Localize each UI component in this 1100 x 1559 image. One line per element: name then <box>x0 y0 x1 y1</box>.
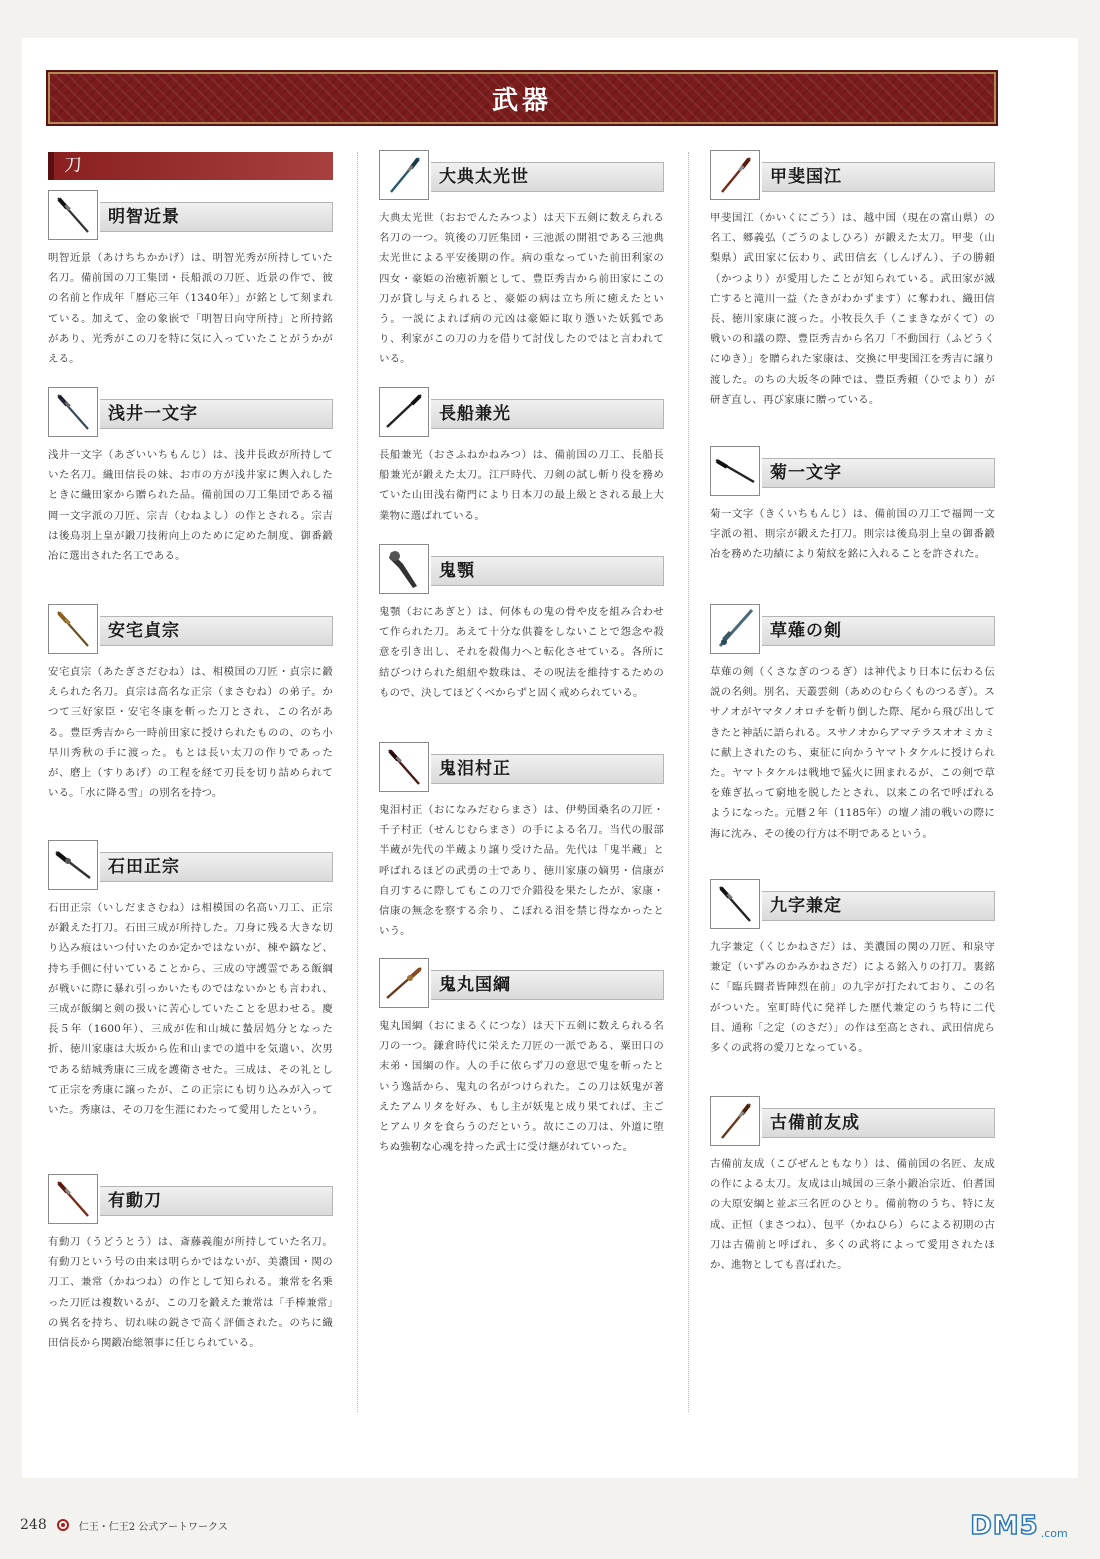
page-footer <box>20 1515 228 1535</box>
weapon-name: 鬼泪村正 <box>431 754 664 784</box>
weapon-entry <box>710 1096 995 1275</box>
weapon-description: 甲斐国江（かいくにごう）は、越中国（現在の富山県）の名工、郷義弘（ごうのよしひろ）が鍛えた太刀。甲斐（山梨県）武田家に伝わり、武田信玄（しんげん）、子の勝頼（かつより）が愛用したことが知られている。武田家が滅亡すると滝川一益（たきがわかずます）に奪われ、織田信長、徳川家康に渡った。小牧長久手（こまきながくて）の戦いの和議の際、豊臣秀吉から名刀「不動国行（ふどうくにゆき）」を贈られた家康は、交換に甲斐国江を秀吉に譲り渡した。のちの大坂冬の陣では、豊臣秀頼（ひでより）が研ぎ直し、再び家康に贈っている。 <box>710 212 995 406</box>
weapon-description: 鬼顎（おにあぎと）は、何体もの鬼の骨や皮を組み合わせて作られた刀。あえて十分な供養をしないことで怨念や殺意を引き出し、それを殺傷力へと転化させている。各所に結びつけられた組紐や数珠は、その呪法を維持するためのもので、決してほどくべからずと固く戒められている。 <box>379 606 664 699</box>
column-divider <box>688 152 689 1412</box>
katana-icon <box>48 190 98 240</box>
weapon-name: 菊一文字 <box>762 458 995 488</box>
katana-icon <box>379 387 429 437</box>
weapon-description: 九字兼定（くじかねさだ）は、美濃国の関の刀匠、和泉守兼定（いずみのかみかねさだ）による銘入りの打刀。裏銘に「臨兵闘者皆陣烈在前」の九字が打たれており、この名がついた。室町時代に発祥した歴代兼定のうち特に二代目、通称「之定（のさだ）」の作は至高とされ、武田信虎ら多くの武将の愛刀となっている。 <box>710 941 995 1055</box>
weapon-entry <box>379 150 664 370</box>
weapon-name: 大典太光世 <box>431 162 664 192</box>
katana-icon <box>710 879 760 929</box>
weapon-entry <box>379 544 664 703</box>
weapon-description: 鬼泪村正（おになみだむらまさ）は、伊勢国桑名の刀匠・千子村正（せんじむらまさ）の手による名刀。当代の服部半蔵が先代の半蔵より譲り受けた品。先代は「鬼半蔵」と呼ばれるほどの武勇の士であり、徳川家康の嫡男・信康が自刃するに際してもこの刀で介錯役を果たしたが、家康・信康の無念を察する余り、こぼれる泪を禁じ得なかったという。 <box>379 804 664 938</box>
watermark-logo <box>954 1508 1084 1544</box>
weapon-name: 安宅貞宗 <box>100 616 333 646</box>
katana-icon <box>48 840 98 890</box>
katana-icon <box>379 742 429 792</box>
category-header: 刀 <box>48 152 333 180</box>
section-title: 武器 <box>491 85 552 116</box>
weapon-entry <box>379 742 664 941</box>
katana-icon <box>710 1096 760 1146</box>
weapon-name: 鬼丸国綱 <box>431 970 664 1000</box>
weapon-entry <box>710 150 995 410</box>
katana-icon <box>48 387 98 437</box>
weapon-name: 明智近景 <box>100 202 333 232</box>
weapon-entry <box>379 387 664 526</box>
weapon-entry <box>710 446 995 565</box>
weapon-name: 草薙の剣 <box>762 616 995 646</box>
katana-icon <box>48 1174 98 1224</box>
weapon-description: 安宅貞宗（あたぎさだむね）は、相模国の刀匠・貞宗に鍛えられた名刀。貞宗は高名な正宗（まさむね）の弟子。かつて三好家臣・安宅冬康を斬った刀とされ、この名がある。豊臣秀吉から一時前田家に授けられたものの、のち小早川秀秋の手に渡った。もとは長い太刀の作りであったが、磨上（すりあげ）の工程を経て刃長を切り詰められている。「水に降る雪」の別名を持つ。 <box>48 666 333 800</box>
katana-icon <box>379 150 429 200</box>
weapon-entry <box>48 387 333 566</box>
katana-icon <box>710 446 760 496</box>
weapon-entry <box>48 190 333 369</box>
weapon-name: 有動刀 <box>100 1186 333 1216</box>
weapon-description: 石田正宗（いしだまさむね）は相模国の名高い刀工、正宗が鍛えた打刀。石田三成が所持した。刀身に残る大きな切り込み痕はいつ付いたのか定かではないが、棟や鎬など、持ち手側に付いていることから、三成の守護霊である飯綱が戦いに際に暴れ引っかいたものではないかとも言われ、三成が飯綱と剣の扱いに苦心していたことを思わせる。慶長５年（1600年）、三成が佐和山城に蟄居処分となった折、徳川家康は大坂から佐和山までの道中を気遣い、次男である結城秀康に三成を護衛させた。三成は、その礼として正宗を秀康に譲ったが、この正宗にも切り込みが入っていた。秀康は、その刀を生涯にわたって愛用したという。 <box>48 902 333 1117</box>
katana-icon <box>710 150 760 200</box>
weapon-description: 鬼丸国綱（おにまるくにつな）は天下五剣に数えられる名刀の一つ。鎌倉時代に栄えた刀匠の一派である、粟田口の末弟・国綱の作。人の手に依らず刀の意思で鬼を斬ったという逸話から、鬼丸の名がつけられた。この刀は妖鬼が著えたアムリタを好み、もし主が妖鬼と成り果てれば、主ごとアムリタを食らうのだという。故にこの刀は、外道に堕ちぬ強靭な心魂を持った武士に受け継がれていった。 <box>379 1020 664 1154</box>
page-number: 248 <box>20 1517 47 1533</box>
weapon-entry <box>379 958 664 1157</box>
weapon-entry <box>710 879 995 1058</box>
weapon-name: 甲斐国江 <box>762 162 995 192</box>
emblem-icon <box>57 1519 69 1531</box>
tsurugi-icon <box>710 604 760 654</box>
weapon-name: 浅井一文字 <box>100 399 333 429</box>
weapon-name: 九字兼定 <box>762 891 995 921</box>
weapon-name: 石田正宗 <box>100 852 333 882</box>
weapon-description: 古備前友成（こびぜんともなり）は、備前国の名匠、友成の作による太刀。友成は山城国の三条小鍛冶宗近、伯耆国の大原安綱と並ぶ三名匠のひとり。備前物のうち、特に友成、正恒（まさつね）、包平（かねひら）らによる初期の古刀は古備前と呼ばれ、多くの武将によって愛用されたほか、進物としても喜ばれた。 <box>710 1158 995 1272</box>
weapon-description: 明智近景（あけちちかかげ）は、明智光秀が所持していた名刀。備前国の刀工集団・長船派の刀匠、近景の作で、彼の名前と作成年「暦応三年（1340年）」が銘として刻まれている。加えて、金の象嵌で「明智日向守所持」と所持銘があり、光秀がこの刀を特に気に入っていたことがうかがえる。 <box>48 252 333 366</box>
weapon-description: 大典太光世（おおでんたみつよ）は天下五剣に数えられる名刀の一つ。筑後の刀匠集団・三池派の開祖である三池典太光世による平安後期の作。病の重なっていた前田利家の四女・豪姫の治癒祈願として、豊臣秀吉から前田家にこの刀が貸し与えられると、豪姫の病は立ち所に癒えたという。一説によれば病の元凶は豪姫に取り憑いた妖狐であり、利家がこの刀の力を借りて討伐したのではと言われている。 <box>379 212 664 366</box>
weapon-name: 鬼顎 <box>431 556 664 586</box>
section-banner <box>48 72 996 124</box>
weapon-description: 有動刀（うどうとう）は、斎藤義龍が所持していた名刀。有動刀という号の由来は明らかではないが、美濃国・関の刀工、兼常（かねつね）の作として知られる。兼常を名乗った刀匠は複数いるが、この刀を鍛えた兼常は「手棒兼常」の異名を持ち、切れ味の鋭さで高く評価された。のちに織田信長から関鍛冶総領事に任じられている。 <box>48 1236 333 1350</box>
weapon-entry <box>48 604 333 803</box>
weapon-name: 古備前友成 <box>762 1108 995 1138</box>
oni-blade-icon <box>379 544 429 594</box>
katana-icon <box>48 604 98 654</box>
weapon-entry <box>48 1174 333 1353</box>
weapon-entry <box>48 840 333 1120</box>
weapon-description: 菊一文字（きくいちもんじ）は、備前国の刀工で福岡一文字派の祖、則宗が鍛えた打刀。則宗は後鳥羽上皇の御番鍛冶を務めた功績により菊紋を銘に入れることを許された。 <box>710 508 995 561</box>
watermark-suffix: .com <box>1040 1526 1068 1540</box>
weapon-description: 浅井一文字（あざいいちもんじ）は、浅井長政が所持していた名刀。織田信長の妹、お市の方が浅井家に輿入れしたときに織田家から贈られた品。備前国の刀工集団である福岡一文字派の刀匠、宗吉（むねよし）の作とされる。宗吉は後鳥羽上皇が鍛刀技術向上のために定めた制度、御番鍛冶に選出された名工である。 <box>48 449 333 563</box>
weapon-entry <box>710 604 995 844</box>
weapon-description: 草薙の剣（くさなぎのつるぎ）は神代より日本に伝わる伝説の名剣。別名、天叢雲剣（あめのむらくものつるぎ）。スサノオがヤマタノオロチを斬り倒した際、尾から飛び出してきたと神話に語られる。スサノオからアマテラスオオミカミに献上されたのち、東征に向かうヤマトタケルに授けられた。ヤマトタケルは戦地で猛火に囲まれるが、この剣で草を薙ぎ払って窮地を脱したとされ、以来この名で呼ばれるようになった。元暦２年（1185年）の壇ノ浦の戦いの際に海に沈み、その後の行方は不明であるという。 <box>710 666 995 840</box>
katana-icon <box>379 958 429 1008</box>
weapon-name: 長船兼光 <box>431 399 664 429</box>
watermark-text: DM5 <box>970 1511 1039 1541</box>
weapon-description: 長船兼光（おさふねかねみつ）は、備前国の刀工、長船長船兼光が鍛えた太刀。江戸時代、刀剣の試し斬り役を務めていた山田浅右衛門により日本刀の最上級とされる最上大業物に選ばれている。 <box>379 449 664 522</box>
column-divider <box>357 152 358 1412</box>
book-title: 仁王・仁王2 公式アートワークス <box>78 1521 228 1533</box>
